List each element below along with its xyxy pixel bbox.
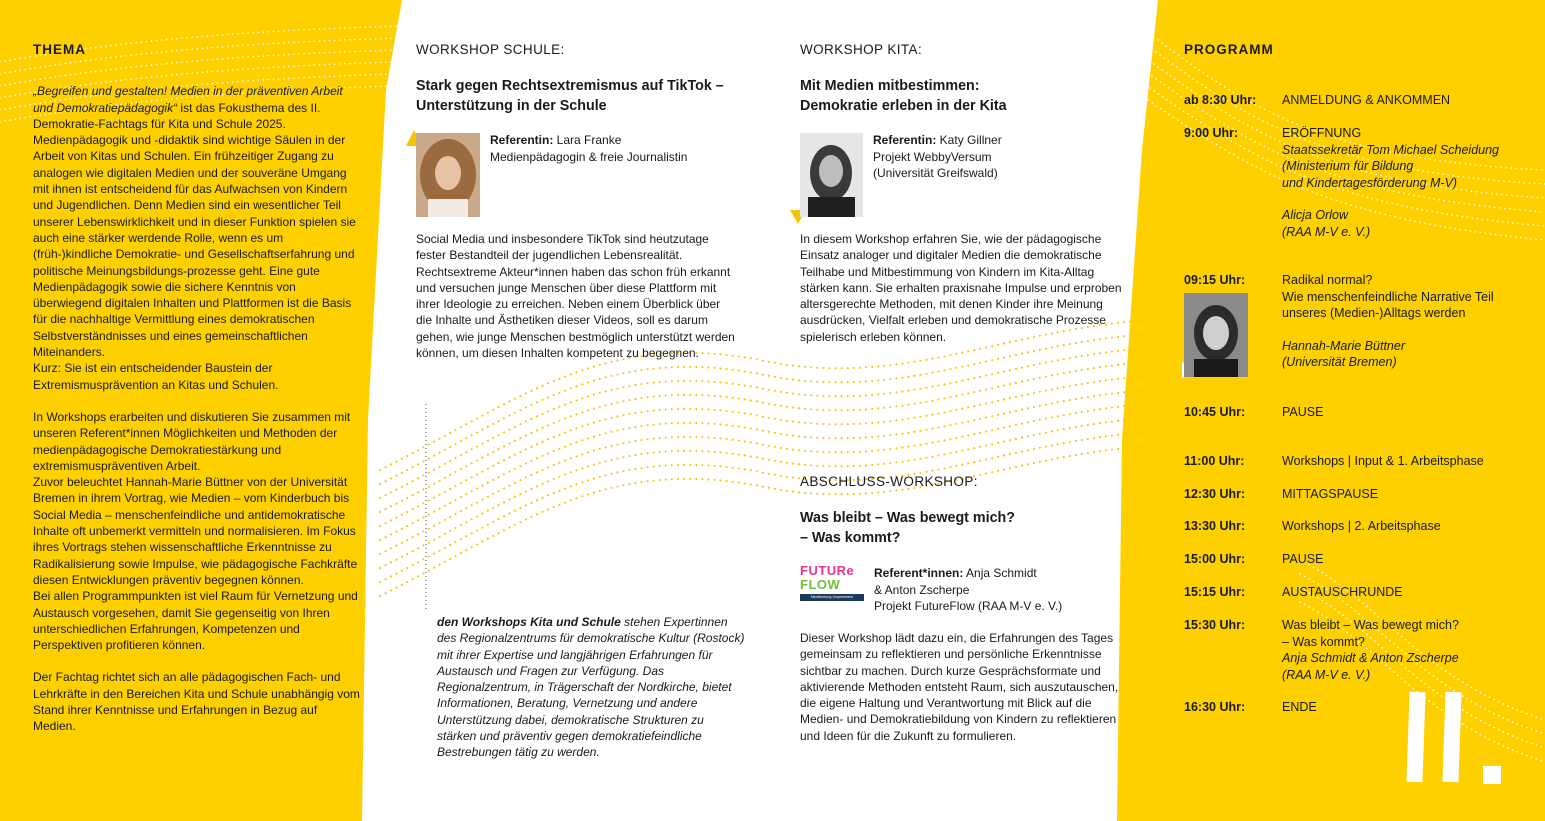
kita-referentin: Referentin: Katy Gillner Projekt WebbyVersum (Universität Greifswald) [873,133,1002,180]
workshop-schule [416,42,746,116]
workshop-abschluss [800,474,1120,548]
hannah-marie-buettner-photo [1184,293,1248,377]
schule-label: WORKSHOP SCHULE: [416,42,565,57]
thema-intro: „Begreifen und gestalten! Medien in der präventiven Arbeit und Demokratiepädagogik“ ist das Fokusthema des II. Demokratie-Fachtags für Kita und Schule 2025. Medienpädagogik und -didaktik sind wichtige Säulen in der Arbeit von Kitas und Schulen. Ein frühzeitiger Zugang zu analogen wie digitalen Medien und der souveräne Umgang mit ihnen ist entscheidend für das Aufwachsen von Kindern und Jugendlichen. Denn Medien sind ein wesentlicher Teil unserer Lebenswirklichkeit und in dieser Funktion spielen sie auch eine stärker werdende Rolle, wenn es um (früh-)kindliche Demokratie- und Gesellschaftserfahrung und politische Meinungsbildungs-prozesse geht. Eine gute Medienpädagogik sowie die sichere Kenntnis von überwiegend digitalen Inhalten und Plattformen ist die Basis für die nachhaltige Vermittlung eines demokratischen Selbstverständnisses und eines gemeinschaftlichen Miteinanders. [33,84,356,360]
abschluss-title: Was bleibt – Was bewegt mich? – Was kommt? [800,510,1016,547]
workshop-kita [800,42,1120,116]
referentin-katy-gillner-photo [800,133,863,217]
thema-column [33,42,361,735]
abschluss-label: ABSCHLUSS-WORKSHOP: [800,474,978,489]
kita-title: Mit Medien mitbestimmen: Demokratie erleben in der Kita [800,78,1007,115]
thema-heading: THEMA [33,42,86,57]
schule-referentin: Referentin: Lara Franke Medienpädagogin & freie Journalistin [490,133,688,164]
thema-zielgruppe: Der Fachtag richtet sich an alle pädagogischen Fach- und Lehrkräfte in den Bereichen Kita und Schule unabhängig vom Stand ihrer Kenntnisse und Erfahrungen in Bezug auf Medien. [33,670,360,734]
abschluss-referentinnen: Referent*innen: Anja Schmidt & Anton Zscherpe Projekt FutureFlow (RAA M-V e. V.) [874,566,1063,613]
futureflow-logo: FUTURe FLOW Mecklenburg-Vorpommern [800,564,864,608]
referentin-lara-franke-photo [416,133,480,217]
thema-zuvor: Zuvor beleuchtet Hannah-Marie Büttner von der Universität Bremen in ihrem Vortrag, wie Medien – vom Kinderbuch bis Social Media – menschenfeindliche und antidemokratische Inhalte oft unbemerkt vermitteln und normalisieren. Im Fokus ihres Vortrags stehen wissenschaftliche Erkenntnisse zu Radikalisierung sowie Impulse, wie pädagogische Fachkräfte diesen Entwicklungen präventiv begegnen können. [33,475,358,587]
kita-description: In diesem Workshop erfahren Sie, wie der pädagogische Einsatz analoger und digitaler Medien die demokratische Teilhabe und Mitbestimmung von Kindern im Kita-Alltag stärken kann. Sie erhalten praxisnahe Impulse und erproben altersgerechte Methoden, mit denen Kinder ihre Meinung ausdrücken, Vielfalt erleben und demokratische Prozesse spielerisch erleben können. [800,232,1122,344]
schule-description: Social Media und insbesondere TikTok sind heutzutage fester Bestandteil der jugendlichen Lebensrealität. Rechtsextreme Akteur*innen haben das schon früh erkannt und versuchen junge Menschen über diese Plattform mit ihrer Ideologie zu erreichen. Neben einem Überblick über die Inhalte und Ästhetiken dieser Videos, soll es darum gehen, wie junge Menschen bestmöglich unterstützt werden können, um diesen Inhalten kompetent zu begegnen. [416,232,735,361]
thema-raum: Bei allen Programmpunkten ist viel Raum für Vernetzung und Austausch vorgesehen, damit Sie gegenseitig von Ihren unterschiedlichen Erfahrungen, Kompetenzen und Perspektiven profitieren können. [33,589,358,653]
schule-title: Stark gegen Rechtsextremismus auf TikTok – Unterstützung in der Schule [416,78,724,115]
thema-workshops: In Workshops erarbeiten und diskutieren Sie zusammen mit unseren Referent*innen Möglichkeiten und Methoden der medienpädagogische Demokratiestärkung und extremismuspräventiven Arbeit. [33,409,351,473]
regionalzentrum-note: den Workshops Kita und Schule stehen Expertinnen des Regionalzentrums für demokratische Kultur (Rostock) mit ihrer Expertise und langjährigen Erfahrungen für Austausch und Fragen zur Verfügung. Das Regionalzentrum, in Trägerschaft der Nordkirche, bietet Informationen, Beratung, Vernetzung und andere Unterstützung dabei, demokratische Strukturen zu stärken und präventiv gegen demokratiefeindliche Bestrebungen tätig zu werden. [437,615,745,760]
abschluss-description: Dieser Workshop lädt dazu ein, die Erfahrungen des Tages gemeinsam zu reflektieren und persönliche Erkenntnisse sichtbar zu machen. Durch kurze Gesprächsformate und aktivierende Methoden entsteht Raum, sich auszutauschen, die eigene Haltung und Verantwortung mit Blick auf die Medien- und Demokratiebildung von Kindern zu reflektieren und Ideen für die Zukunft zu formulieren. [800,631,1119,743]
programm-heading: PROGRAMM [1184,42,1274,57]
kita-label: WORKSHOP KITA: [800,42,923,57]
thema-kurz: Kurz: Sie ist ein entscheidender Baustein der Extremismusprävention an Kitas und Schulen. [33,361,279,392]
